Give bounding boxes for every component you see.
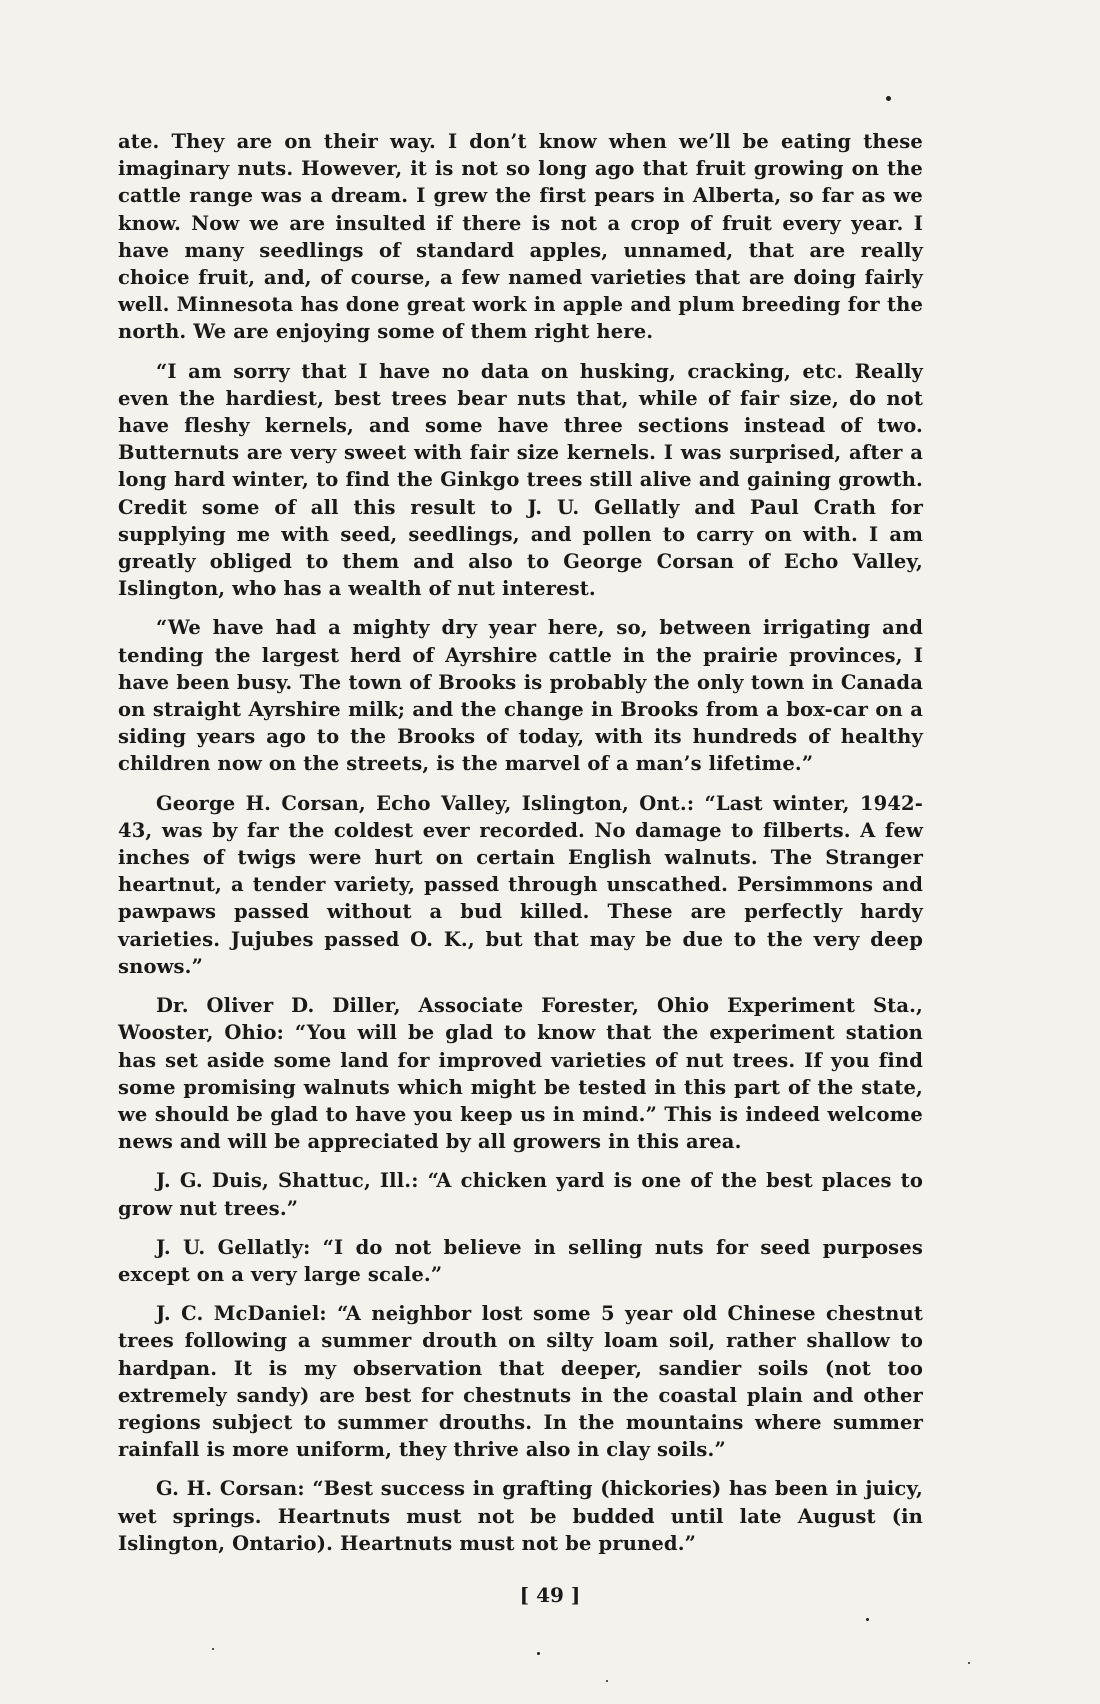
paragraph-6: J. G. Duis, Shattuc, Ill.: “A chicken yard is one of the best places to grow nut trees.”: [118, 1169, 923, 1220]
paragraph-9: G. H. Corsan: “Best success in grafting (hickories) has been in juicy, wet springs. Heartnuts must not be budded until late August (in Islington, Ontario). Heartnuts must not be pruned.”: [118, 1477, 923, 1555]
scan-speck: [886, 96, 891, 101]
paragraph-4: George H. Corsan, Echo Valley, Islington, Ont.: “Last winter, 1942-43, was by far the coldest ever recorded. No damage to filberts. A few inches of twigs were hurt on certain English walnuts. The Stranger heartnut, a tender variety, passed through unscathed. Persimmons and pawpaws passed without a bud killed. These are perfectly hardy varieties. Jujubes passed O. K., but that may be due to the very deep snows.”: [118, 791, 923, 978]
body-text: [118, 128, 923, 1569]
paragraph-3: “We have had a mighty dry year here, so, between irrigating and tending the largest herd of Ayrshire cattle in the prairie provinces, I have been busy. The town of Brooks is probably the only town in Canada on straight Ayrshire milk; and the change in Brooks from a box-car on a siding years ago to the Brooks of today, with its hundreds of healthy children now on the streets, is the marvel of a man’s lifetime.”: [118, 616, 923, 776]
scan-speck: [537, 1652, 540, 1655]
scan-speck: [968, 1662, 970, 1664]
paragraph-2: “I am sorry that I have no data on husking, cracking, etc. Really even the hardiest, best trees bear nuts that, while of fair size, do not have fleshy kernels, and some have three sections instead of two. Butternuts are very sweet with fair size kernels. I was surprised, after a long hard winter, to find the Ginkgo trees still alive and gaining growth. Credit some of all this result to J. U. Gellatly and Paul Crath for supplying me with seed, seedlings, and pollen to carry on with. I am greatly obliged to them and also to George Corsan of Echo Valley, Islington, who has a wealth of nut interest.: [118, 359, 923, 601]
scan-speck: [606, 1680, 608, 1682]
paragraph-7: J. U. Gellatly: “I do not believe in selling nuts for seed purposes except on a very large scale.”: [118, 1235, 923, 1286]
scan-speck: [866, 1618, 869, 1621]
paragraph-8: J. C. McDaniel: “A neighbor lost some 5 year old Chinese chestnut trees following a summer drouth on silty loam soil, rather shallow to hardpan. It is my observation that deeper, sandier soils (not too extremely sandy) are best for chestnuts in the coastal plain and other regions subject to summer drouths. In the mountains where summer rainfall is more uniform, they thrive also in clay soils.”: [118, 1302, 923, 1462]
paragraph-1: ate. They are on their way. I don’t know when we’ll be eating these imaginary nuts. However, it is not so long ago that fruit growing on the cattle range was a dream. I grew the first pears in Alberta, so far as we know. Now we are insulted if there is not a crop of fruit every year. I have many seedlings of standard apples, unnamed, that are really choice fruit, and, of course, a few named varieties that are doing fairly well. Minnesota has done great work in apple and plum breeding for the north. We are enjoying some of them right here.: [118, 130, 923, 344]
paragraph-5-text: Dr. Oliver D. Diller, Associate Forester, Ohio Experiment Sta., Wooster, Ohio: “You will be glad to know that the experiment station has set aside some land for improved varieties of nut trees. If you find some promising walnuts which might be tested in this part of the state, we should be glad to have you keep us in mind.” This is indeed welcome news and will be appreciated by all growers in this area.: [118, 994, 923, 1154]
scan-speck: [212, 1648, 214, 1650]
page-number: [ 49 ]: [519, 1583, 581, 1607]
paragraph-5: [118, 992, 923, 1155]
